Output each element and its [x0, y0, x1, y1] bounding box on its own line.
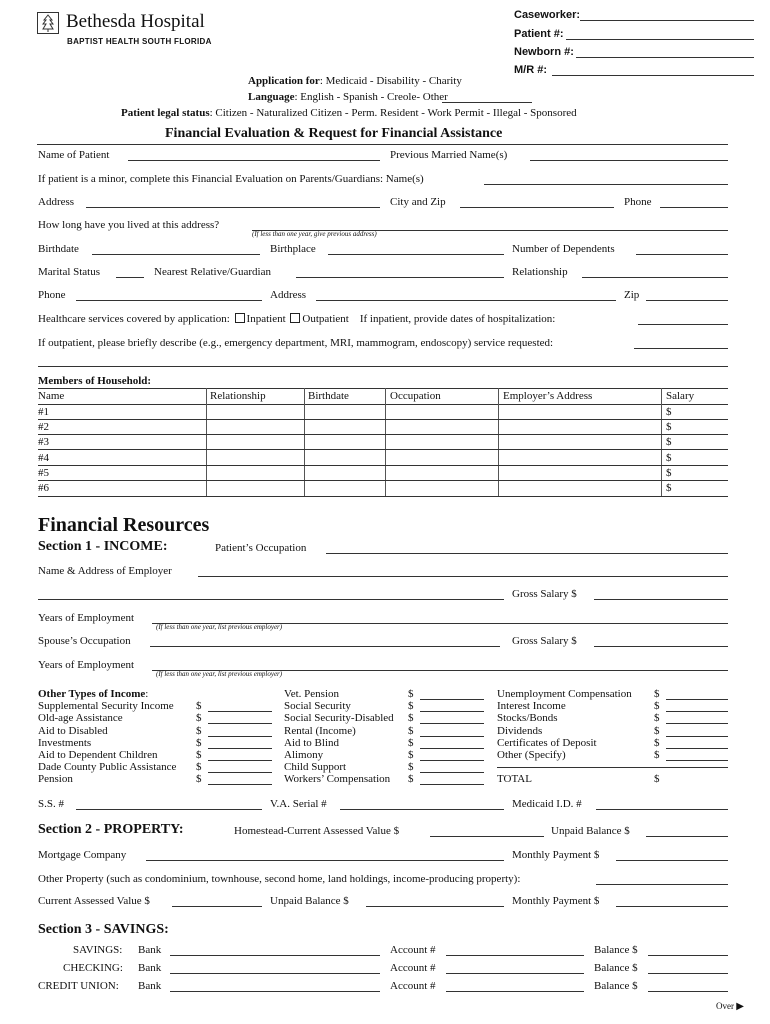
income-alimony-label: Alimony — [284, 749, 324, 761]
section3-title: Section 3 - SAVINGS: — [38, 922, 169, 937]
spouse-gross-label: Gross Salary $ — [512, 635, 577, 647]
hospitalization-dates-field[interactable] — [638, 324, 728, 325]
income-interest-field[interactable] — [666, 711, 728, 712]
household-col-occupation: Occupation — [390, 390, 441, 402]
income-interest-label: Interest Income — [497, 700, 566, 712]
application-for-options: : Medicaid - Disability - Charity — [319, 75, 462, 87]
dollar-sign: $ — [654, 688, 660, 700]
income-oldage-label: Old-age Assistance — [38, 712, 123, 724]
savings-balance-label: Balance $ — [594, 944, 638, 956]
income-investments-field[interactable] — [208, 748, 272, 749]
household-row-2: #2 — [38, 421, 49, 433]
hospital-logo-icon — [37, 12, 59, 34]
language — [248, 91, 448, 103]
savings-bank-field[interactable] — [170, 955, 380, 956]
ss-number-field[interactable] — [76, 809, 262, 810]
over-indicator — [716, 1001, 744, 1012]
household-bottom-border — [38, 496, 728, 497]
household-row-border — [38, 465, 728, 466]
healthcare-services-label: Healthcare services covered by application: — [38, 313, 230, 325]
homestead-label: Homestead-Current Assessed Value $ — [234, 825, 400, 837]
relative-address-field[interactable] — [316, 300, 616, 301]
monthly-payment-field[interactable] — [616, 860, 728, 861]
income-aid-disabled-label: Aid to Disabled — [38, 725, 108, 737]
income-cd-field[interactable] — [666, 748, 728, 749]
household-col-relationship: Relationship — [210, 390, 266, 402]
income-social-security-field[interactable] — [420, 711, 484, 712]
legal-status-label: Patient legal status — [121, 107, 210, 119]
inpatient-checkbox[interactable] — [235, 313, 245, 323]
income-aid-disabled-field[interactable] — [208, 736, 272, 737]
dollar-sign: $ — [196, 712, 202, 724]
income-ss-disabled-field[interactable] — [420, 723, 484, 724]
household-col-name: Name — [38, 390, 65, 402]
hospitalization-dates-label: If inpatient, provide dates of hospitalization: — [359, 313, 556, 325]
medicaid-id-field[interactable] — [596, 809, 728, 810]
household-row-1: #1 — [38, 406, 49, 418]
newborn-number-label: Newborn #: — [514, 46, 574, 58]
how-long-note: (If less than one year, give previous address) — [252, 230, 377, 238]
income-aid-blind-label: Aid to Blind — [284, 737, 340, 749]
income-rental-label: Rental (Income) — [284, 725, 356, 737]
income-ss-disabled-label: Social Security-Disabled — [284, 712, 394, 724]
section1-title: Section 1 - INCOME: — [38, 539, 168, 554]
spouse-occupation-label: Spouse’s Occupation — [38, 635, 131, 647]
income-social-security-label: Social Security — [284, 700, 351, 712]
relative-zip-label: Zip — [624, 289, 640, 301]
birthdate-field[interactable] — [92, 254, 260, 255]
checking-account-label: Account # — [390, 962, 436, 974]
relationship-label: Relationship — [512, 266, 568, 278]
credit-union-balance-label: Balance $ — [594, 980, 638, 992]
credit-union-type-label: CREDIT UNION: — [38, 980, 119, 992]
income-child-support-field[interactable] — [420, 772, 484, 773]
dollar-sign: $ — [196, 773, 202, 785]
application-for — [248, 75, 462, 87]
income-vet-pension-label: Vet. Pension — [284, 688, 339, 700]
outpatient-label: Outpatient — [302, 313, 349, 325]
household-row-border — [38, 434, 728, 435]
dependents-label: Number of Dependents — [512, 243, 615, 255]
application-for-label: Application for — [248, 75, 320, 87]
address-field[interactable] — [86, 207, 380, 208]
income-oldage-field[interactable] — [208, 723, 272, 724]
legal-status-options: : Citizen - Naturalized Citizen - Perm. Resident - Work Permit - Illegal - Sponsored — [209, 107, 577, 119]
outpatient-desc-field[interactable] — [634, 348, 728, 349]
marital-status-label: Marital Status — [38, 266, 101, 278]
savings-account-field[interactable] — [446, 955, 584, 956]
mortgage-company-label: Mortgage Company — [38, 849, 127, 861]
dollar-sign: $ — [408, 725, 414, 737]
mr-number-label: M/R #: — [514, 64, 547, 76]
other-income-heading: Other Types of Income — [38, 688, 146, 700]
income-aid-children-label: Aid to Dependent Children — [38, 749, 158, 761]
income-pension-field[interactable] — [208, 784, 272, 785]
occupation-label: Patient’s Occupation — [215, 542, 307, 554]
newborn-number-field[interactable] — [576, 57, 754, 58]
income-ssi-label: Supplemental Security Income — [38, 700, 174, 712]
income-total-label: TOTAL — [497, 773, 532, 785]
income-dividends-field[interactable] — [666, 736, 728, 737]
household-salary-2[interactable]: $ — [666, 421, 672, 433]
savings-type-label: SAVINGS: — [73, 944, 123, 956]
patient-number-field[interactable] — [566, 39, 754, 40]
birthplace-label: Birthplace — [270, 243, 316, 255]
unpaid-balance-2-label: Unpaid Balance $ — [270, 895, 349, 907]
dollar-sign: $ — [196, 725, 202, 737]
unpaid-balance-field[interactable] — [646, 836, 728, 837]
checking-bank-label: Bank — [138, 962, 162, 974]
credit-union-balance-field[interactable] — [648, 991, 728, 992]
income-rental-field[interactable] — [420, 736, 484, 737]
household-salary-5[interactable]: $ — [666, 467, 672, 479]
birthplace-field[interactable] — [328, 254, 504, 255]
nearest-relative-field[interactable] — [296, 277, 504, 278]
income-workers-comp-label: Workers’ Compensation — [284, 773, 391, 785]
ss-number-label: S.S. # — [38, 798, 64, 810]
employer-field-2[interactable] — [38, 599, 504, 600]
title-divider — [37, 144, 728, 145]
household-col-employer: Employer’s Address — [503, 390, 593, 402]
other-property-field[interactable] — [596, 884, 728, 885]
homestead-field[interactable] — [430, 836, 544, 837]
income-aid-children-field[interactable] — [208, 760, 272, 761]
previous-names-field[interactable] — [530, 160, 728, 161]
savings-account-label: Account # — [390, 944, 436, 956]
dollar-sign: $ — [408, 700, 414, 712]
household-salary-1[interactable]: $ — [666, 406, 672, 418]
unpaid-balance-2-field[interactable] — [366, 906, 504, 907]
outpatient-checkbox[interactable] — [290, 313, 300, 323]
household-salary-6[interactable]: $ — [666, 482, 672, 494]
current-assessed-label: Current Assessed Value $ — [38, 895, 150, 907]
income-dividends-label: Dividends — [497, 725, 543, 737]
dollar-sign: $ — [408, 688, 414, 700]
household-header-border — [38, 404, 728, 405]
savings-bank-label: Bank — [138, 944, 162, 956]
spouse-years-label: Years of Employment — [38, 659, 135, 671]
household-row-3: #3 — [38, 436, 49, 448]
over-label: Over — [716, 1001, 734, 1011]
language-other-field[interactable] — [442, 102, 532, 103]
relative-zip-field[interactable] — [646, 300, 728, 301]
household-row-4: #4 — [38, 452, 49, 464]
household-col-birthdate: Birthdate — [308, 390, 349, 402]
household-row-border — [38, 419, 728, 420]
credit-union-account-field[interactable] — [446, 991, 584, 992]
other-property-label: Other Property (such as condominium, townhouse, second home, land holdings, income-producing property): — [38, 873, 521, 885]
household-top-border — [38, 388, 728, 389]
dollar-sign: $ — [196, 761, 202, 773]
dollar-sign: $ — [408, 773, 414, 785]
household-row-border — [38, 480, 728, 481]
dollar-sign: $ — [408, 712, 414, 724]
credit-union-bank-label: Bank — [138, 980, 162, 992]
inpatient-label: Inpatient — [246, 313, 286, 325]
spouse-occupation-field[interactable] — [150, 646, 500, 647]
spouse-years-note: (If less than one year, list previous employer) — [156, 670, 283, 678]
phone-label: Phone — [624, 196, 652, 208]
total-divider — [497, 767, 728, 768]
relationship-field[interactable] — [582, 277, 728, 278]
household-col-salary: Salary — [666, 390, 695, 402]
patient-name-label: Name of Patient — [38, 149, 110, 161]
income-dade-county-label: Dade County Public Assistance — [38, 761, 177, 773]
checking-balance-label: Balance $ — [594, 962, 638, 974]
years-employment-label: Years of Employment — [38, 612, 135, 624]
unpaid-balance-label: Unpaid Balance $ — [551, 825, 630, 837]
gross-salary-label: Gross Salary $ — [512, 588, 577, 600]
relative-phone-field[interactable] — [76, 300, 262, 301]
household-row-border — [38, 449, 728, 450]
language-label: Language — [248, 91, 295, 103]
income-investments-label: Investments — [38, 737, 92, 749]
how-long-label: How long have you lived at this address? — [38, 219, 220, 231]
birthdate-label: Birthdate — [38, 243, 79, 255]
mortgage-company-field[interactable] — [146, 860, 504, 861]
relative-address-label: Address — [270, 289, 307, 301]
income-stocks-label: Stocks/Bonds — [497, 712, 558, 724]
medicaid-id-label: Medicaid I.D. # — [512, 798, 582, 810]
gross-salary-field[interactable] — [594, 599, 728, 600]
dollar-sign: $ — [196, 700, 202, 712]
income-other-field[interactable] — [666, 760, 728, 761]
monthly-payment-label: Monthly Payment $ — [512, 849, 600, 861]
city-zip-label: City and Zip — [390, 196, 446, 208]
other-income-title: Other Types of Income: — [38, 688, 149, 700]
nearest-relative-label: Nearest Relative/Guardian — [154, 266, 271, 278]
income-ssi-field[interactable] — [208, 711, 272, 712]
city-zip-field[interactable] — [460, 207, 614, 208]
household-row-6: #6 — [38, 482, 49, 494]
occupation-field[interactable] — [326, 553, 728, 554]
monthly-payment-2-field[interactable] — [616, 906, 728, 907]
years-employment-note: (If less than one year, list previous employer) — [156, 623, 283, 631]
income-pension-label: Pension — [38, 773, 73, 785]
employer-label: Name & Address of Employer — [38, 565, 172, 577]
previous-names-label: Previous Married Name(s) — [390, 149, 508, 161]
savings-balance-field[interactable] — [648, 955, 728, 956]
relative-phone-label: Phone — [38, 289, 66, 301]
household-row-5: #5 — [38, 467, 49, 479]
income-alimony-field[interactable] — [420, 760, 484, 761]
guardian-names-field[interactable] — [484, 184, 728, 185]
phone-field[interactable] — [660, 207, 728, 208]
arrow-right-icon: ▶ — [736, 1001, 744, 1012]
income-aid-blind-field[interactable] — [420, 748, 484, 749]
marital-status-field[interactable] — [116, 277, 144, 278]
income-child-support-label: Child Support — [284, 761, 347, 773]
dollar-sign: $ — [408, 761, 414, 773]
dollar-sign: $ — [654, 725, 660, 737]
caseworker-field[interactable] — [580, 20, 754, 21]
employer-field[interactable] — [198, 576, 728, 577]
language-options: : English - Spanish - Creole- Other — [294, 91, 448, 103]
brand-subtitle: BAPTIST HEALTH SOUTH FLORIDA — [67, 37, 212, 46]
dollar-sign: $ — [654, 773, 660, 785]
spouse-gross-field[interactable] — [594, 646, 728, 647]
monthly-payment-2-label: Monthly Payment $ — [512, 895, 600, 907]
dollar-sign: $ — [654, 737, 660, 749]
checking-account-field[interactable] — [446, 973, 584, 974]
income-unemployment-label: Unemployment Compensation — [497, 688, 632, 700]
credit-union-account-label: Account # — [390, 980, 436, 992]
va-serial-label: V.A. Serial # — [270, 798, 327, 810]
income-vet-pension-field[interactable] — [420, 699, 484, 700]
patient-number-label: Patient #: — [514, 28, 564, 40]
income-stocks-field[interactable] — [666, 723, 728, 724]
dollar-sign: $ — [654, 700, 660, 712]
income-cd-label: Certificates of Deposit — [497, 737, 597, 749]
mr-number-field[interactable] — [552, 75, 754, 76]
dollar-sign: $ — [654, 712, 660, 724]
minor-guardian-label: If patient is a minor, complete this Financial Evaluation on Parents/Guardians: Name(s) — [38, 173, 424, 185]
healthcare-services-row — [38, 313, 555, 325]
checking-type-label: CHECKING: — [63, 962, 123, 974]
dollar-sign: $ — [408, 749, 414, 761]
household-title: Members of Household: — [38, 375, 152, 387]
financial-resources-title: Financial Resources — [38, 514, 210, 536]
patient-name-field[interactable] — [128, 160, 380, 161]
legal-status — [121, 107, 577, 119]
dollar-sign: $ — [196, 749, 202, 761]
outpatient-desc-label: If outpatient, please briefly describe (e.g., emergency department, MRI, mammogram, endoscopy) service requested: — [38, 337, 554, 349]
household-salary-4[interactable]: $ — [666, 452, 672, 464]
dollar-sign: $ — [196, 737, 202, 749]
section2-title: Section 2 - PROPERTY: — [38, 822, 184, 837]
income-unemployment-field[interactable] — [666, 699, 728, 700]
outpatient-desc-field-2[interactable] — [38, 366, 728, 367]
current-assessed-field[interactable] — [172, 906, 262, 907]
caseworker-label: Caseworker: — [514, 9, 581, 21]
credit-union-bank-field[interactable] — [170, 991, 380, 992]
income-other-label: Other (Specify) — [497, 749, 566, 761]
checking-bank-field[interactable] — [170, 973, 380, 974]
household-salary-3[interactable]: $ — [666, 436, 672, 448]
dollar-sign: $ — [654, 749, 660, 761]
dollar-sign: $ — [408, 737, 414, 749]
dependents-field[interactable] — [636, 254, 728, 255]
income-workers-comp-field[interactable] — [420, 784, 484, 785]
checking-balance-field[interactable] — [648, 973, 728, 974]
address-label: Address — [38, 196, 75, 208]
form-title: Financial Evaluation & Request for Financial Assistance — [165, 126, 503, 141]
brand-name: Bethesda Hospital — [66, 11, 205, 32]
income-dade-county-field[interactable] — [208, 772, 272, 773]
va-serial-field[interactable] — [340, 809, 504, 810]
